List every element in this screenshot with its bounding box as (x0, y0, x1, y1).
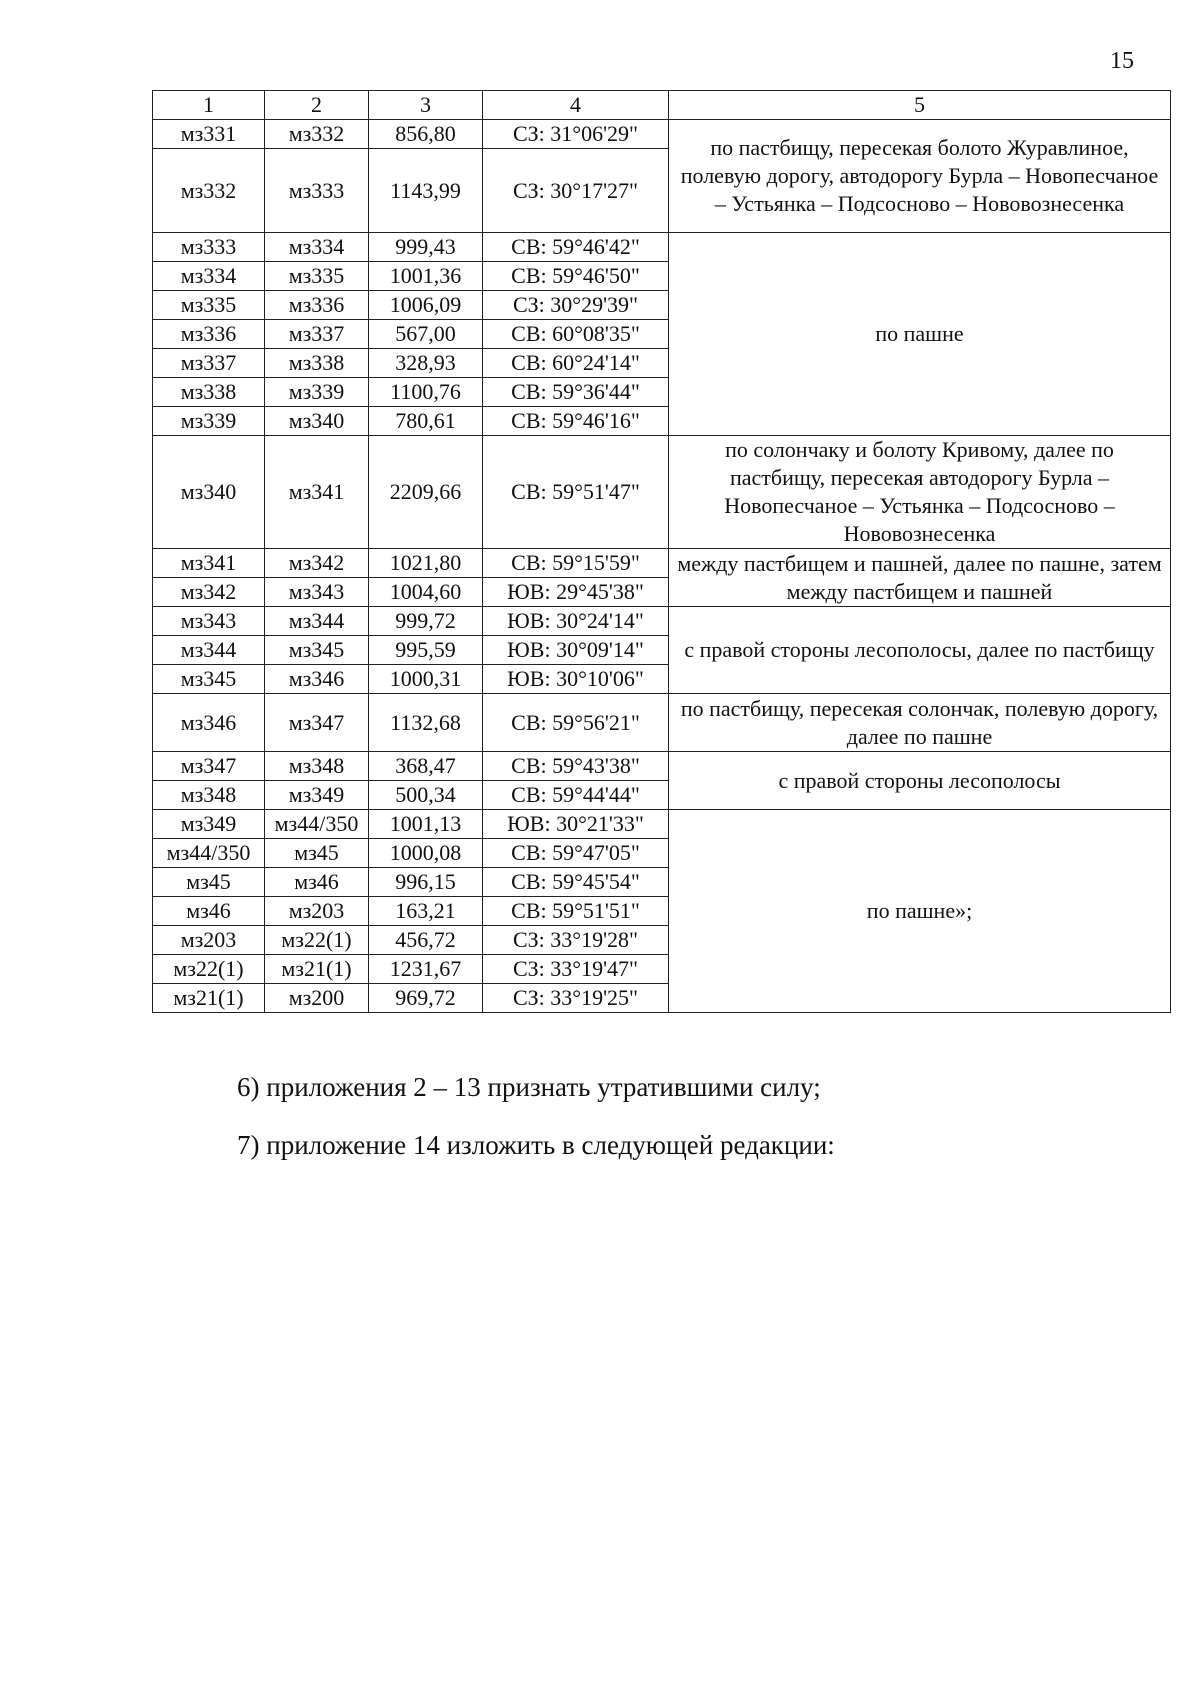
cell-length: 1001,13 (369, 810, 483, 839)
paragraph-item-6: 6) приложения 2 – 13 признать утратившими силу; (237, 1072, 821, 1102)
boundary-table (152, 90, 1171, 1013)
cell-bearing: ЮВ: 30°10'06" (483, 665, 669, 694)
cell-to: мз200 (265, 984, 369, 1013)
cell-to: мз348 (265, 752, 369, 781)
cell-bearing: СВ: 59°44'44" (483, 781, 669, 810)
cell-bearing: СВ: 59°46'42" (483, 233, 669, 262)
cell-description: по пастбищу, пересекая болото Журавлиное, полевую дорогу, автодорогу Бурла – Новопесчаное – Устьянка – Подсосново – Нововознесенка (669, 120, 1171, 233)
cell-length: 500,34 (369, 781, 483, 810)
cell-description: по пашне (669, 233, 1171, 436)
cell-bearing: СВ: 59°45'54" (483, 868, 669, 897)
cell-bearing: СЗ: 30°29'39" (483, 291, 669, 320)
cell-to: мз345 (265, 636, 369, 665)
cell-length: 1006,09 (369, 291, 483, 320)
cell-description: по пастбищу, пересекая солончак, полевую дорогу, далее по пашне (669, 694, 1171, 752)
cell-to: мз21(1) (265, 955, 369, 984)
cell-from: мз45 (153, 868, 265, 897)
cell-to: мз340 (265, 407, 369, 436)
cell-from: мз21(1) (153, 984, 265, 1013)
cell-from: мз339 (153, 407, 265, 436)
cell-bearing: ЮВ: 30°09'14" (483, 636, 669, 665)
cell-from: мз336 (153, 320, 265, 349)
cell-from: мз341 (153, 549, 265, 578)
cell-to: мз337 (265, 320, 369, 349)
table-row (153, 752, 1171, 781)
cell-to: мз347 (265, 694, 369, 752)
cell-length: 856,80 (369, 120, 483, 149)
cell-length: 1143,99 (369, 149, 483, 233)
cell-length: 368,47 (369, 752, 483, 781)
cell-bearing: ЮВ: 29°45'38" (483, 578, 669, 607)
table-row (153, 607, 1171, 636)
cell-from: мз347 (153, 752, 265, 781)
cell-to: мз341 (265, 436, 369, 549)
cell-description: между пастбищем и пашней, далее по пашне, затем между пастбищем и пашней (669, 549, 1171, 607)
cell-from: мз333 (153, 233, 265, 262)
cell-length: 1100,76 (369, 378, 483, 407)
cell-length: 1021,80 (369, 549, 483, 578)
cell-from: мз348 (153, 781, 265, 810)
table-row (153, 810, 1171, 839)
column-header: 5 (669, 91, 1171, 120)
cell-bearing: СВ: 59°51'51" (483, 897, 669, 926)
cell-to: мз22(1) (265, 926, 369, 955)
cell-to: мз46 (265, 868, 369, 897)
cell-to: мз346 (265, 665, 369, 694)
cell-from: мз335 (153, 291, 265, 320)
table-row (153, 549, 1171, 578)
cell-to: мз344 (265, 607, 369, 636)
cell-bearing: СВ: 59°36'44" (483, 378, 669, 407)
cell-length: 999,43 (369, 233, 483, 262)
cell-length: 2209,66 (369, 436, 483, 549)
cell-to: мз332 (265, 120, 369, 149)
cell-from: мз44/350 (153, 839, 265, 868)
cell-to: мз342 (265, 549, 369, 578)
cell-from: мз343 (153, 607, 265, 636)
cell-length: 456,72 (369, 926, 483, 955)
cell-length: 1132,68 (369, 694, 483, 752)
cell-bearing: СВ: 59°56'21" (483, 694, 669, 752)
cell-bearing: СЗ: 33°19'28" (483, 926, 669, 955)
cell-length: 999,72 (369, 607, 483, 636)
cell-bearing: СВ: 60°24'14" (483, 349, 669, 378)
cell-bearing: СВ: 59°51'47" (483, 436, 669, 549)
cell-description: по солончаку и болоту Кривому, далее по пастбищу, пересекая автодорогу Бурла – Новопесчаное – Устьянка – Подсосново – Нововознесенка (669, 436, 1171, 549)
cell-to: мз349 (265, 781, 369, 810)
cell-length: 780,61 (369, 407, 483, 436)
cell-from: мз344 (153, 636, 265, 665)
table-row (153, 694, 1171, 752)
cell-from: мз342 (153, 578, 265, 607)
cell-bearing: СЗ: 30°17'27" (483, 149, 669, 233)
column-header: 2 (265, 91, 369, 120)
cell-description: с правой стороны лесополосы (669, 752, 1171, 810)
table-row (153, 120, 1171, 149)
cell-description: с правой стороны лесополосы, далее по пастбищу (669, 607, 1171, 694)
table-row (153, 233, 1171, 262)
cell-from: мз332 (153, 149, 265, 233)
cell-to: мз339 (265, 378, 369, 407)
cell-from: мз46 (153, 897, 265, 926)
cell-length: 328,93 (369, 349, 483, 378)
cell-length: 567,00 (369, 320, 483, 349)
cell-to: мз333 (265, 149, 369, 233)
cell-to: мз334 (265, 233, 369, 262)
cell-to: мз335 (265, 262, 369, 291)
cell-from: мз345 (153, 665, 265, 694)
cell-bearing: СВ: 59°47'05" (483, 839, 669, 868)
table-body (153, 91, 1171, 1013)
cell-bearing: СЗ: 33°19'47" (483, 955, 669, 984)
cell-to: мз343 (265, 578, 369, 607)
cell-length: 995,59 (369, 636, 483, 665)
cell-from: мз340 (153, 436, 265, 549)
cell-length: 1004,60 (369, 578, 483, 607)
cell-length: 996,15 (369, 868, 483, 897)
cell-bearing: СВ: 59°46'50" (483, 262, 669, 291)
page-number: 15 (1110, 48, 1134, 74)
cell-length: 1001,36 (369, 262, 483, 291)
paragraph-item-7: 7) приложение 14 изложить в следующей редакции: (237, 1130, 835, 1160)
cell-bearing: ЮВ: 30°24'14" (483, 607, 669, 636)
cell-from: мз203 (153, 926, 265, 955)
cell-to: мз203 (265, 897, 369, 926)
table-row (153, 436, 1171, 549)
column-header: 1 (153, 91, 265, 120)
cell-length: 1231,67 (369, 955, 483, 984)
cell-to: мз336 (265, 291, 369, 320)
cell-bearing: СВ: 59°43'38" (483, 752, 669, 781)
cell-bearing: СВ: 60°08'35" (483, 320, 669, 349)
table-header-row (153, 91, 1171, 120)
cell-from: мз346 (153, 694, 265, 752)
cell-bearing: СВ: 59°15'59" (483, 549, 669, 578)
cell-from: мз349 (153, 810, 265, 839)
cell-length: 163,21 (369, 897, 483, 926)
cell-length: 969,72 (369, 984, 483, 1013)
cell-from: мз22(1) (153, 955, 265, 984)
cell-length: 1000,31 (369, 665, 483, 694)
cell-from: мз337 (153, 349, 265, 378)
cell-from: мз334 (153, 262, 265, 291)
cell-from: мз331 (153, 120, 265, 149)
cell-description: по пашне»; (669, 810, 1171, 1013)
cell-from: мз338 (153, 378, 265, 407)
cell-bearing: СЗ: 31°06'29" (483, 120, 669, 149)
column-header: 3 (369, 91, 483, 120)
cell-to: мз338 (265, 349, 369, 378)
cell-to: мз45 (265, 839, 369, 868)
cell-bearing: ЮВ: 30°21'33" (483, 810, 669, 839)
cell-to: мз44/350 (265, 810, 369, 839)
column-header: 4 (483, 91, 669, 120)
cell-length: 1000,08 (369, 839, 483, 868)
cell-bearing: СВ: 59°46'16" (483, 407, 669, 436)
cell-bearing: СЗ: 33°19'25" (483, 984, 669, 1013)
